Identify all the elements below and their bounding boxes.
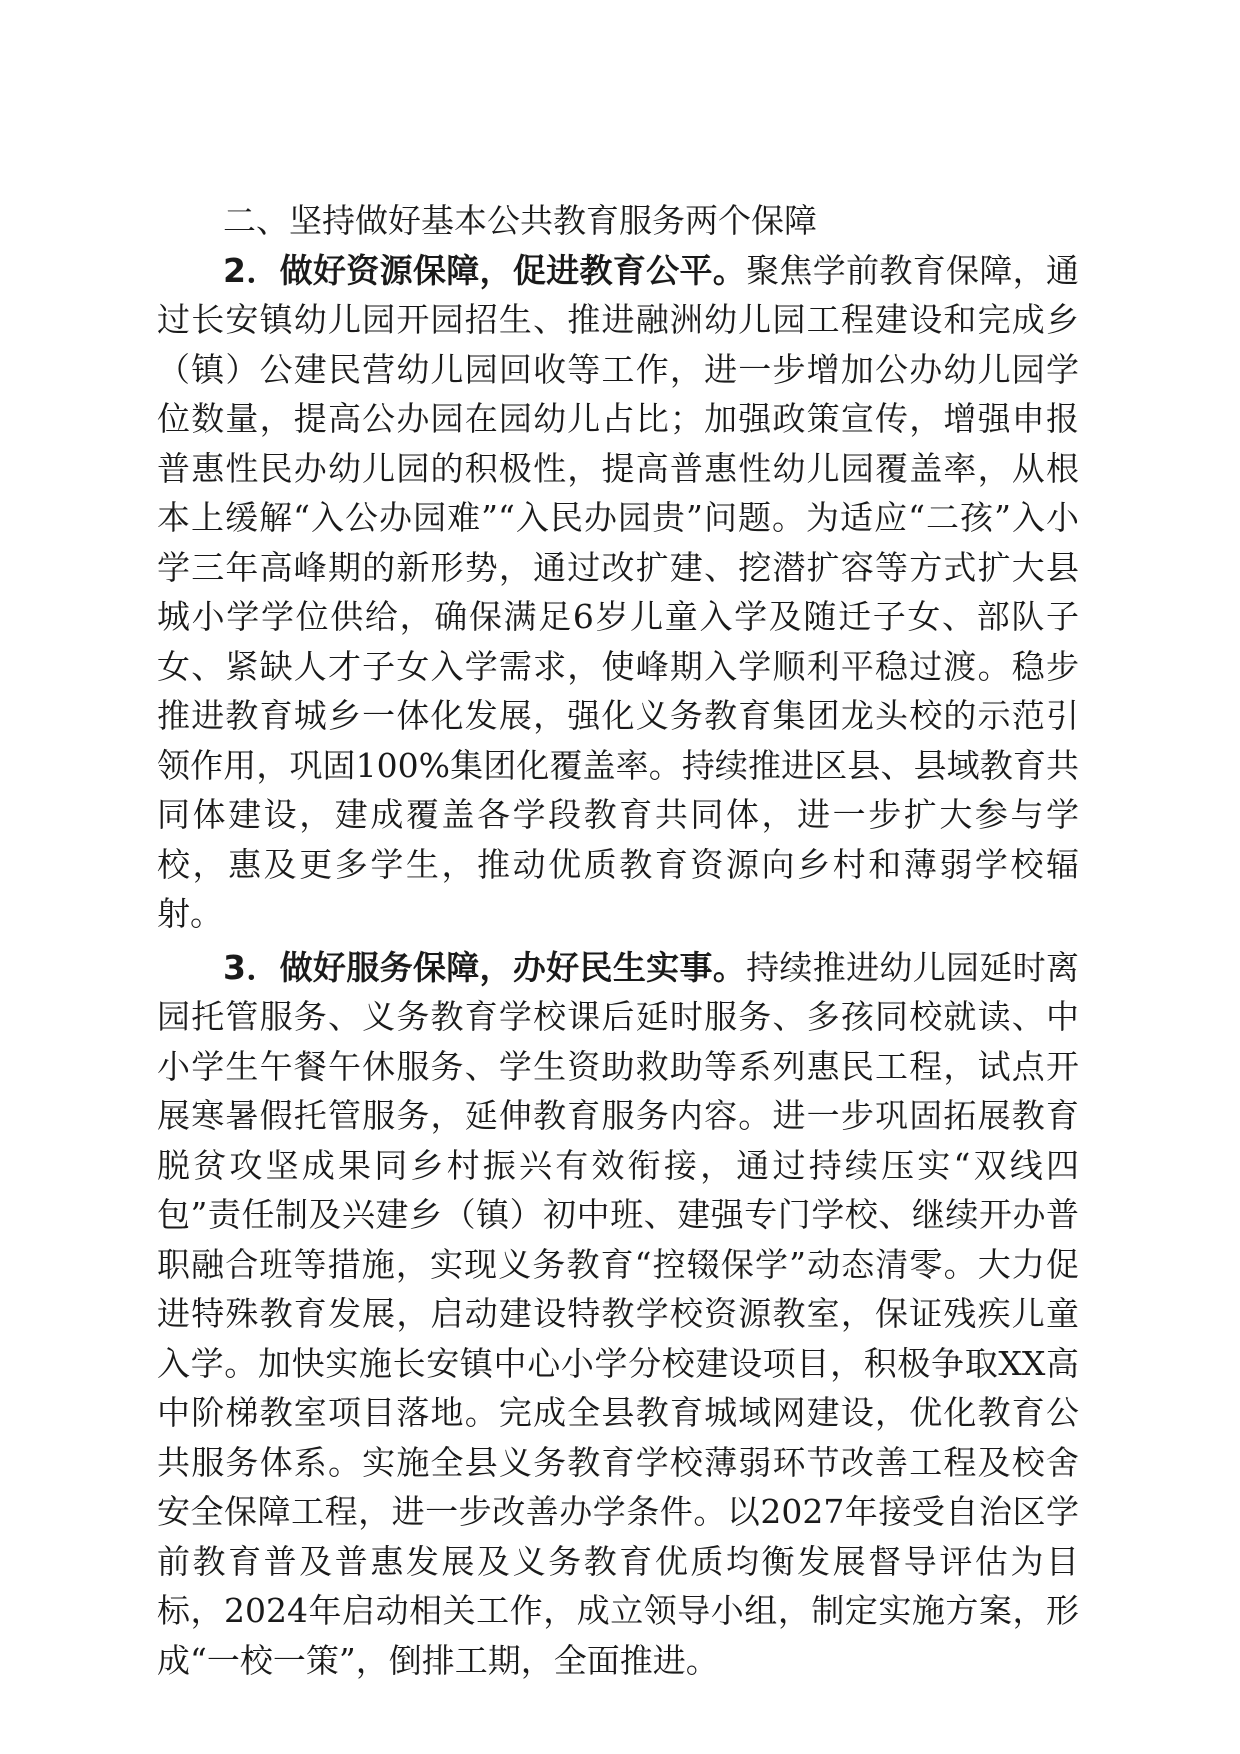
paragraph-title: 2．做好资源保障，促进教育公平。 — [223, 250, 747, 290]
paragraph-resource-guarantee — [157, 246, 1079, 939]
paragraph-body: 聚焦学前教育保障，通过长安镇幼儿园开园招生、推进融洲幼儿园工程建设和完成乡（镇）公建民营幼儿园回收等工作，进一步增加公办幼儿园学位数量，提高公办园在园幼儿占比；加强政策宣传，增强申报普惠性民办幼儿园的积极性，提高普惠性幼儿园覆盖率，从根本上缓解“入公办园难”“入民办园贵”问题。为适应“二孩”入小学三年高峰期的新形势，通过改扩建、挖潜扩容等方式扩大县城小学学位供给，确保满足6岁儿童入学及随迁子女、部队子女、紧缺人才子女入学需求，使峰期入学顺利平稳过渡。稳步推进教育城乡一体化发展，强化义务教育集团龙头校的示范引领作用，巩固100%集团化覆盖率。持续推进区县、县域教育共同体建设，建成覆盖各学段教育共同体，进一步扩大参与学校，惠及更多学生，推动优质教育资源向乡村和薄弱学校辐射。 — [157, 250, 1080, 933]
paragraph-title: 3．做好服务保障，办好民生实事。 — [223, 947, 747, 987]
paragraph-service-guarantee — [157, 943, 1079, 1686]
paragraph-body: 持续推进幼儿园延时离园托管服务、义务教育学校课后延时服务、多孩同校就读、中小学生午餐午休服务、学生资助救助等系列惠民工程，试点开展寒暑假托管服务，延伸教育服务内容。进一步巩固拓展教育脱贫攻坚成果同乡村振兴有效衔接，通过持续压实“双线四包”责任制及兴建乡（镇）初中班、建强专门学校、继续开办普职融合班等措施，实现义务教育“控辍保学”动态清零。大力促进特殊教育发展，启动建设特教学校资源教室，保证残疾儿童入学。加快实施长安镇中心小学分校建设项目，积极争取XX高中阶梯教室项目落地。完成全县教育城域网建设，优化教育公共服务体系。实施全县义务教育学校薄弱环节改善工程及校舍安全保障工程，进一步改善办学条件。以2027年接受自治区学前教育普及普惠发展及义务教育优质均衡发展督导评估为目标，2024年启动相关工作，成立领导小组，制定实施方案，形成“一校一策”，倒排工期，全面推进。 — [157, 947, 1080, 1680]
document-body — [157, 196, 1079, 1685]
section-heading: 二、坚持做好基本公共教育服务两个保障 — [223, 201, 817, 240]
